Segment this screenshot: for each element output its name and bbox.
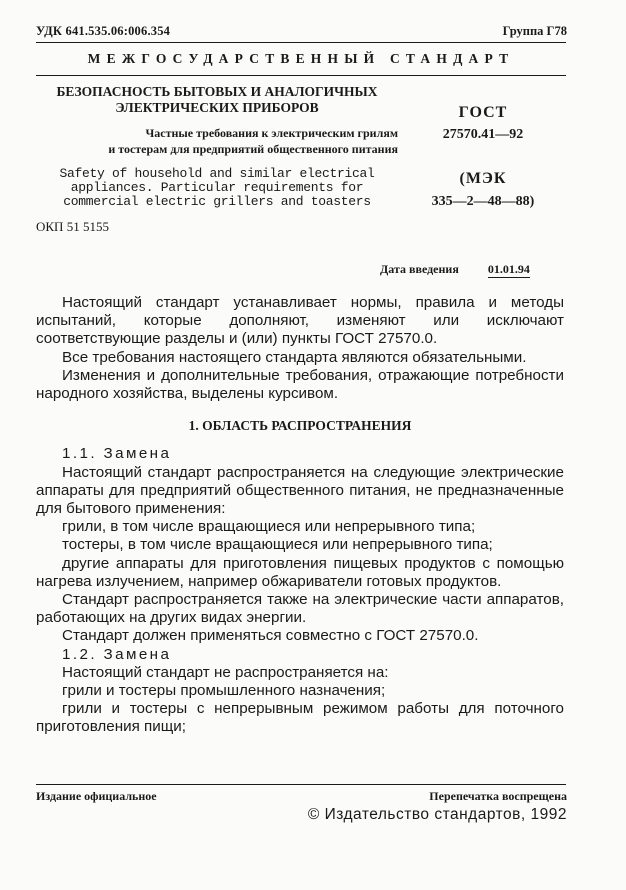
gost-label: ГОСТ (458, 104, 508, 121)
document-body (36, 294, 564, 737)
clause-1-1-title: 1.1. Замена (62, 445, 172, 463)
clause-1-2-text: Настоящий стандарт не распространяется на: (62, 663, 389, 681)
title-russian (36, 84, 398, 116)
title-english (36, 167, 398, 209)
copyright-notice: © Издательство стандартов, 1992 (307, 806, 567, 823)
iec-number: 335—2—48—88) (431, 194, 535, 209)
clause-1-1-joint-use: Стандарт должен применяться совместно с ГОСТ 27570.0. (62, 627, 479, 645)
udk-code: УДК 641.535.06:006.354 (36, 24, 171, 38)
title-english-line-3: commercial electric grillers and toasters (63, 194, 371, 209)
clause-1-1-text: Настоящий стандарт распространяется на следующие электрические аппараты для предприятий общественного питания, не предназначенные для бытового применения: (36, 463, 564, 518)
list-item: грили и тостеры с непрерывным режимом работы для поточного приготовления пищи; (36, 700, 564, 736)
banner-rule (36, 75, 566, 76)
list-item: грили, в том числе вращающиеся или непрерывного типа; (62, 518, 476, 536)
introduction-date-label: Дата введения (380, 262, 459, 276)
top-rule (36, 42, 566, 43)
introduction-date (380, 262, 530, 277)
clause-1-1-other-energy: Стандарт распространяется также на электрические части аппаратов, работающих на других видах энергии. (36, 591, 564, 627)
subtitle-line-2: и тостерам для предприятий общественного питания (108, 142, 398, 156)
okp-code: ОКП 51 5155 (36, 219, 109, 234)
title-russian-line-2: ЭЛЕКТРИЧЕСКИХ ПРИБОРОВ (115, 100, 319, 115)
subtitle-line-1: Частные требования к электрическим грилям (145, 126, 398, 140)
paragraph-scope-intro: Настоящий стандарт устанавливает нормы, правила и методы испытаний, которые дополняют, изменяют или исключают соответствующие разделы и (или) пункты ГОСТ 27570.0. (36, 294, 564, 348)
interstate-standard-banner: МЕЖГОСУДАРСТВЕННЫЙ СТАНДАРТ (87, 51, 515, 66)
group-code: Группа Г78 (502, 24, 567, 38)
reprint-prohibited-label: Перепечатка воспрещена (429, 789, 567, 803)
clause-1-2-title: 1.2. Замена (62, 645, 172, 663)
introduction-date-value: 01.01.94 (487, 262, 530, 276)
official-edition-label: Издание официальное (36, 789, 157, 803)
list-item: грили и тостеры промышленного назначения; (62, 682, 386, 700)
paragraph-mandatory: Все требования настоящего стандарта являются обязательными. (62, 348, 527, 366)
title-english-line-2: appliances. Particular requirements for (70, 180, 364, 195)
title-russian-line-1: БЕЗОПАСНОСТЬ БЫТОВЫХ И АНАЛОГИЧНЫХ (56, 84, 378, 99)
title-english-line-1: Safety of household and similar electrical (59, 166, 375, 181)
list-item: тостеры, в том числе вращающиеся или непрерывного типа; (62, 536, 493, 554)
gost-number: 27570.41—92 (442, 127, 524, 142)
list-item: другие аппараты для приготовления пищевых продуктов с помощью нагрева излучением, например обжариватели готовых продуктов. (36, 554, 564, 590)
footer-rule (36, 784, 566, 785)
paragraph-italic-note: Изменения и дополнительные требования, отражающие потребности народного хозяйства, выделены курсивом. (36, 366, 564, 403)
subtitle-russian (36, 125, 398, 157)
section-heading-scope: 1. ОБЛАСТЬ РАСПРОСТРАНЕНИЯ (188, 418, 412, 434)
iec-label: (МЭК (459, 170, 507, 187)
